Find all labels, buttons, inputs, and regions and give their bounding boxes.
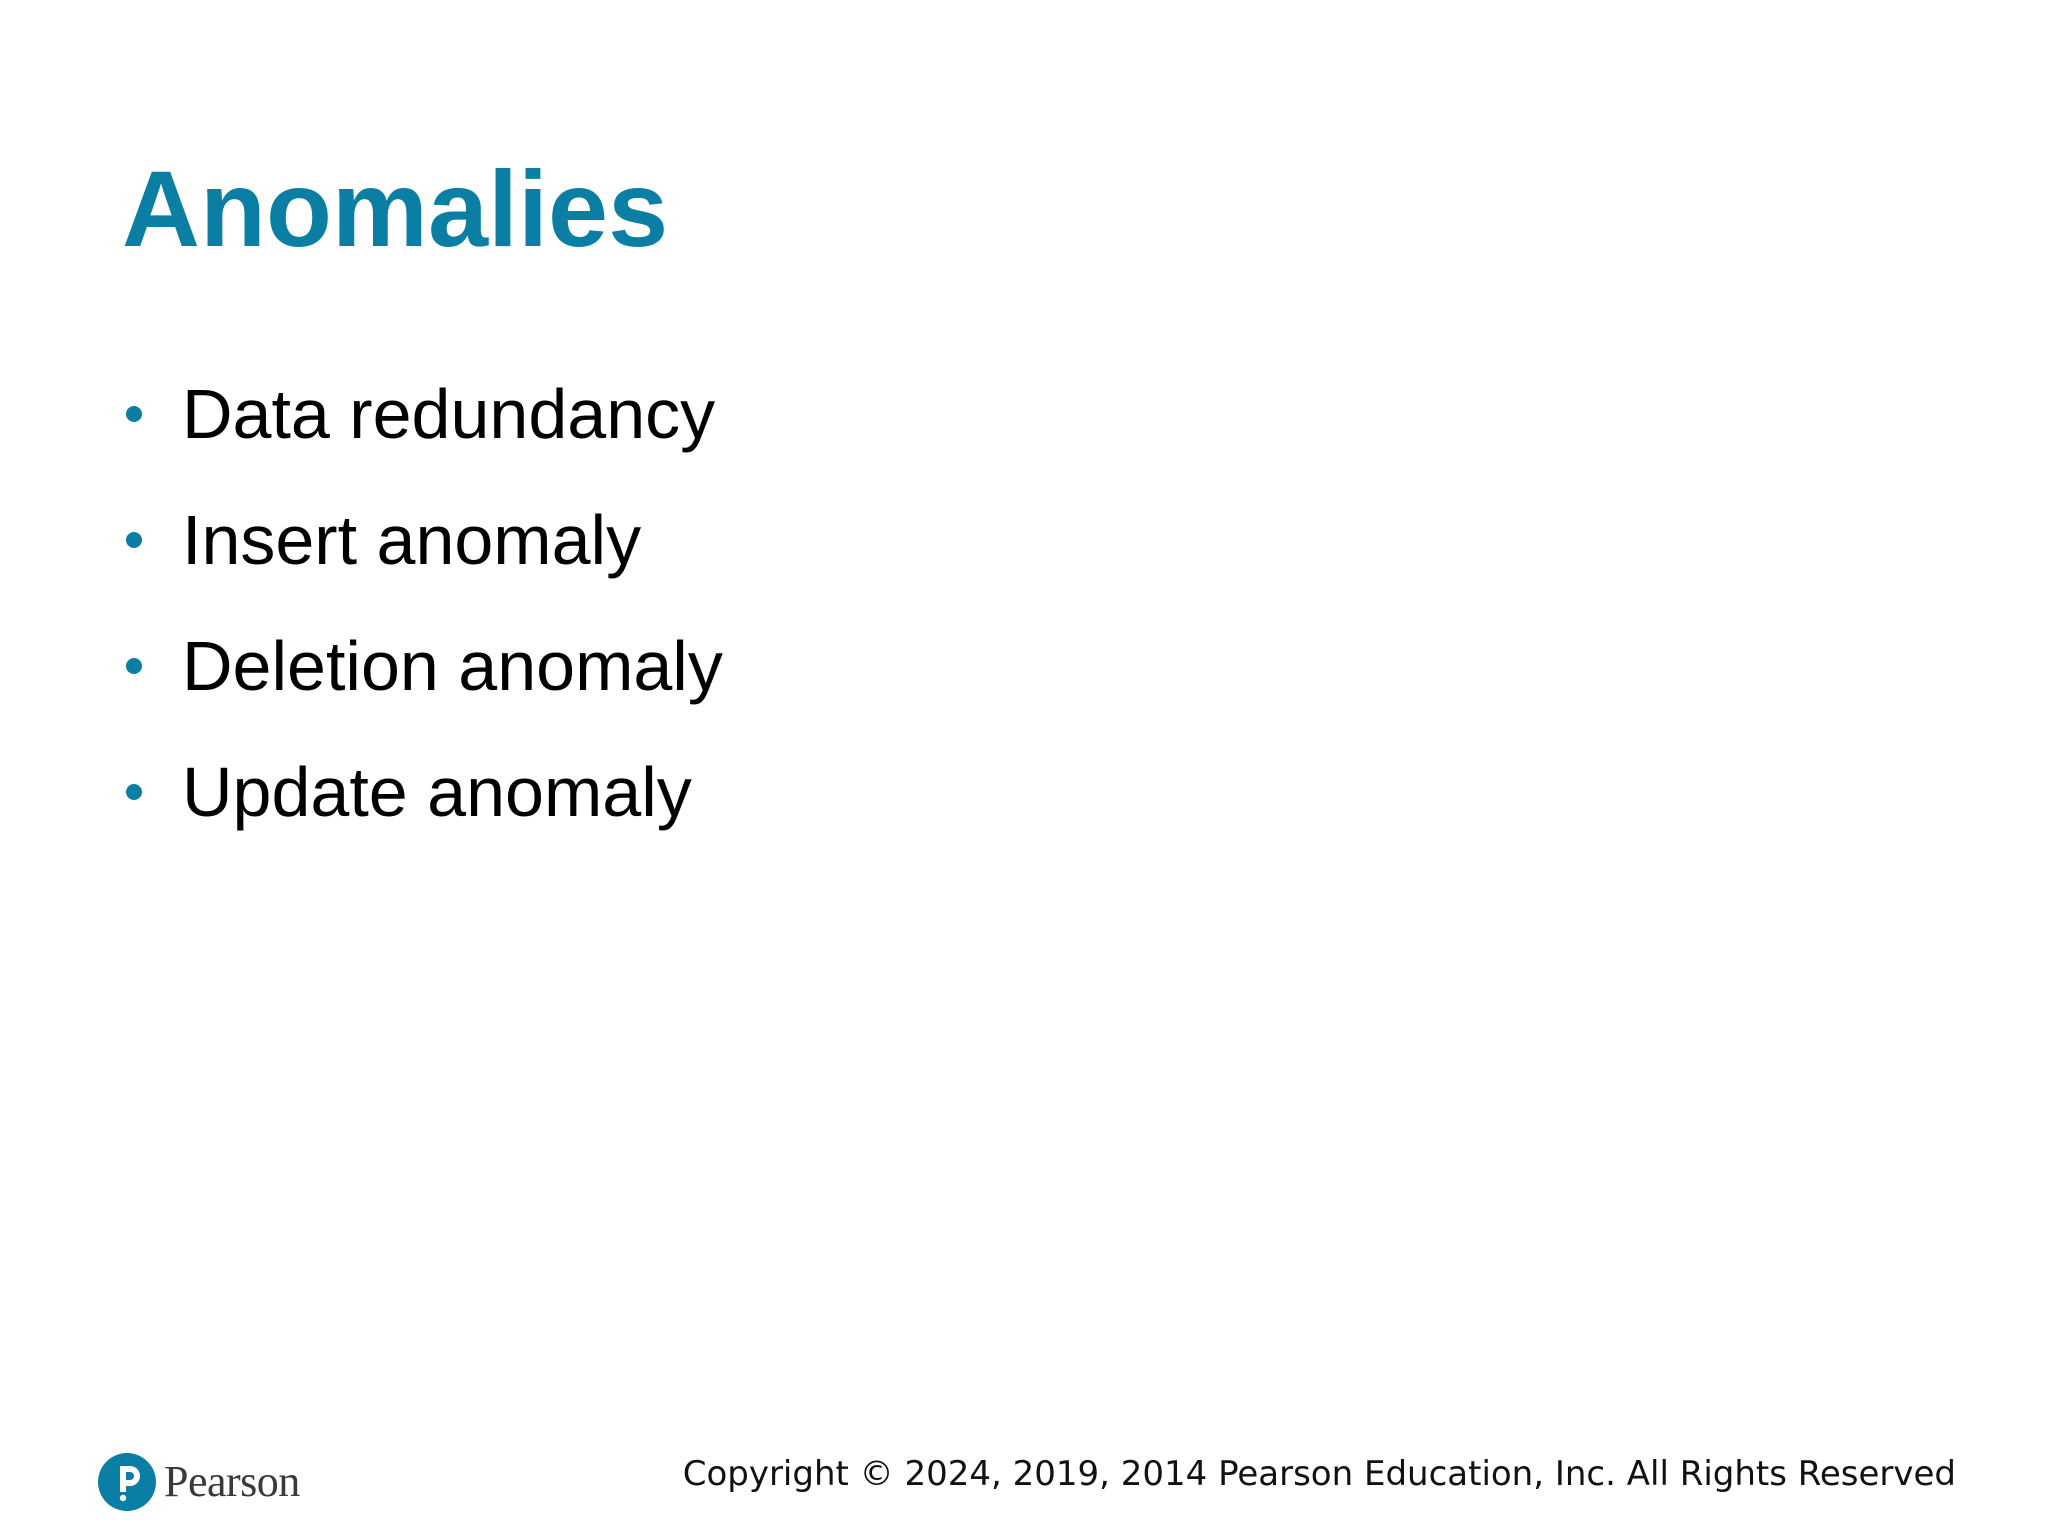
bullet-label: Update anomaly [182, 753, 692, 831]
slide-title: Anomalies [122, 148, 669, 269]
copyright-notice: Copyright © 2024, 2019, 2014 Pearson Education, Inc. All Rights Reserved [682, 1454, 1956, 1494]
bullet-icon [126, 406, 142, 422]
bullet-icon [126, 532, 142, 548]
bullet-icon [126, 784, 142, 800]
logo-wordmark: Pearson [164, 1457, 300, 1506]
bullet-label: Data redundancy [182, 375, 716, 453]
pearson-logo [98, 1447, 300, 1517]
bullet-label: Insert anomaly [182, 501, 642, 579]
bullet-icon [126, 658, 142, 674]
bullet-label: Deletion anomaly [182, 627, 723, 705]
pearson-p-logo-icon [98, 1453, 156, 1511]
